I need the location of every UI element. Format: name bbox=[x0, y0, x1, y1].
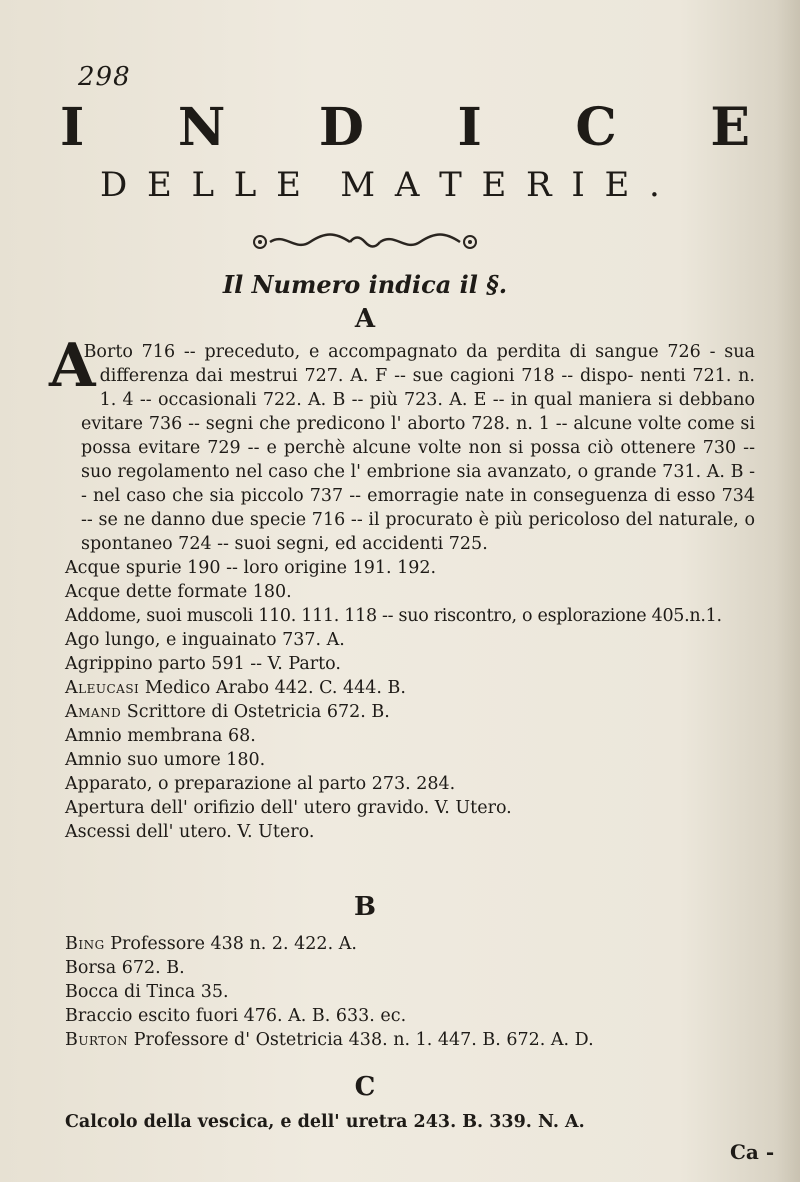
list-item bbox=[65, 556, 755, 580]
subtitle-letter: E bbox=[146, 165, 172, 205]
section-letter-b: B bbox=[354, 892, 376, 922]
entry-text: Addome, suoi muscoli 110. 111. 118 -- suo riscontro, o esplorazione 405.n.1. bbox=[65, 606, 722, 626]
list-item bbox=[65, 676, 755, 700]
subtitle-letter: R bbox=[526, 165, 552, 205]
section-c-entries bbox=[65, 1110, 755, 1134]
entry-text: Braccio escito fuori 476. A. B. 633. ec. bbox=[65, 1006, 407, 1026]
page-subtitle bbox=[100, 165, 660, 205]
list-item bbox=[65, 772, 755, 796]
title-letter: C bbox=[575, 97, 617, 158]
list-item bbox=[65, 796, 755, 820]
entry-text: Acque spurie 190 -- loro origine 191. 192. bbox=[65, 558, 437, 578]
list-item bbox=[65, 820, 755, 844]
list-item bbox=[65, 1110, 755, 1134]
subtitle-letter: E bbox=[276, 165, 301, 205]
subtitle-letter: . bbox=[649, 165, 660, 205]
entry-text: Agrippino parto 591 -- V. Parto. bbox=[65, 654, 341, 674]
entry-text: Apparato, o preparazione al parto 273. 284. bbox=[65, 774, 456, 794]
entry-text: Ascessi dell' utero. V. Utero. bbox=[65, 822, 315, 842]
entry-text: Calcolo della vescica, e dell' uretra 243. B. 339. N. A. bbox=[65, 1112, 585, 1132]
subtitle-letter: T bbox=[439, 165, 462, 205]
entry-text: Borsa 672. B. bbox=[65, 958, 185, 978]
entry-author: Bing bbox=[65, 934, 105, 954]
section-letter-a: A bbox=[354, 304, 376, 334]
list-item bbox=[65, 1028, 755, 1052]
entry-author: Aleucasi bbox=[65, 678, 140, 698]
index-note: Il Numero indica il §. bbox=[222, 270, 508, 299]
entry-text: Ago lungo, e inguainato 737. A. bbox=[65, 630, 345, 650]
entry-text: Professore d' Ostetricia 438. n. 1. 447. B. 672. A. D. bbox=[128, 1030, 594, 1050]
list-item bbox=[65, 932, 755, 956]
entry-text: Apertura dell' orifizio dell' utero gravido. V. Utero. bbox=[65, 798, 512, 818]
subtitle-letter: L bbox=[233, 165, 257, 205]
list-item bbox=[65, 724, 755, 748]
list-item bbox=[65, 1004, 755, 1028]
section-a-entries bbox=[49, 331, 755, 844]
entry-text: Amnio suo umore 180. bbox=[65, 750, 266, 770]
list-item bbox=[65, 652, 755, 676]
list-item bbox=[65, 628, 755, 652]
title-letter: D bbox=[318, 97, 365, 158]
entry-text: Bocca di Tinca 35. bbox=[65, 982, 229, 1002]
entry-author: Amand bbox=[65, 702, 122, 722]
list-item bbox=[65, 980, 755, 1004]
title-letter: I bbox=[60, 97, 85, 158]
list-item bbox=[65, 748, 755, 772]
subtitle-letter: E bbox=[604, 165, 630, 205]
entry-text: Scrittore di Ostetricia 672. B. bbox=[121, 702, 390, 722]
subtitle-letter: A bbox=[394, 165, 420, 205]
entry-text: Acque dette formate 180. bbox=[65, 582, 292, 602]
subtitle-letter: M bbox=[340, 165, 376, 205]
entry-text: Amnio membrana 68. bbox=[65, 726, 256, 746]
page-title bbox=[60, 97, 750, 158]
title-letter: E bbox=[710, 97, 750, 158]
catchword: Ca - bbox=[730, 1140, 775, 1164]
section-letter-c: C bbox=[354, 1072, 376, 1102]
entry-text: Borto 716 -- preceduto, e accompagnato da perdita di sangue 726 - sua differenza dai mestrui 727. A. F -- sue cagioni 718 -- dispo- nenti 721. n. 1. 4 -- occasionali 722. A. B -- più 723. A. E -- in qual maniera si debbano evitare 736 -- segni che predicono l' aborto 728. n. 1 -- alcune volte come si possa evitare 729 -- e perchè alcune volte non si possa ciò ottenere 730 -- suo regolamento nel caso che l' embrione sia avanzato, o grande 731. A. B -- nel caso che sia piccolo 737 -- emorragie nate in conseguenza di esso 734 -- se ne danno due specie 716 -- il procurato è più pericoloso del naturale, o spontaneo 724 -- suoi segni, ed accidenti 725. bbox=[81, 342, 755, 554]
list-item bbox=[49, 331, 755, 556]
list-item bbox=[65, 956, 755, 980]
list-item bbox=[65, 580, 755, 604]
subtitle-letter: L bbox=[191, 165, 215, 205]
title-letter: N bbox=[177, 97, 226, 158]
list-item bbox=[65, 700, 755, 724]
subtitle-letter: D bbox=[100, 165, 128, 205]
list-item bbox=[65, 604, 755, 628]
subtitle-letter: E bbox=[481, 165, 507, 205]
dropcap: A bbox=[49, 331, 96, 401]
entry-author: Burton bbox=[65, 1030, 129, 1050]
entry-text: Professore 438 n. 2. 422. A. bbox=[104, 934, 357, 954]
page-number: 298 bbox=[78, 62, 131, 92]
ornament-divider bbox=[250, 232, 480, 252]
entry-text: Medico Arabo 442. C. 444. B. bbox=[139, 678, 406, 698]
title-letter: I bbox=[457, 97, 482, 158]
section-b-entries bbox=[65, 932, 755, 1052]
subtitle-letter: I bbox=[571, 165, 585, 205]
